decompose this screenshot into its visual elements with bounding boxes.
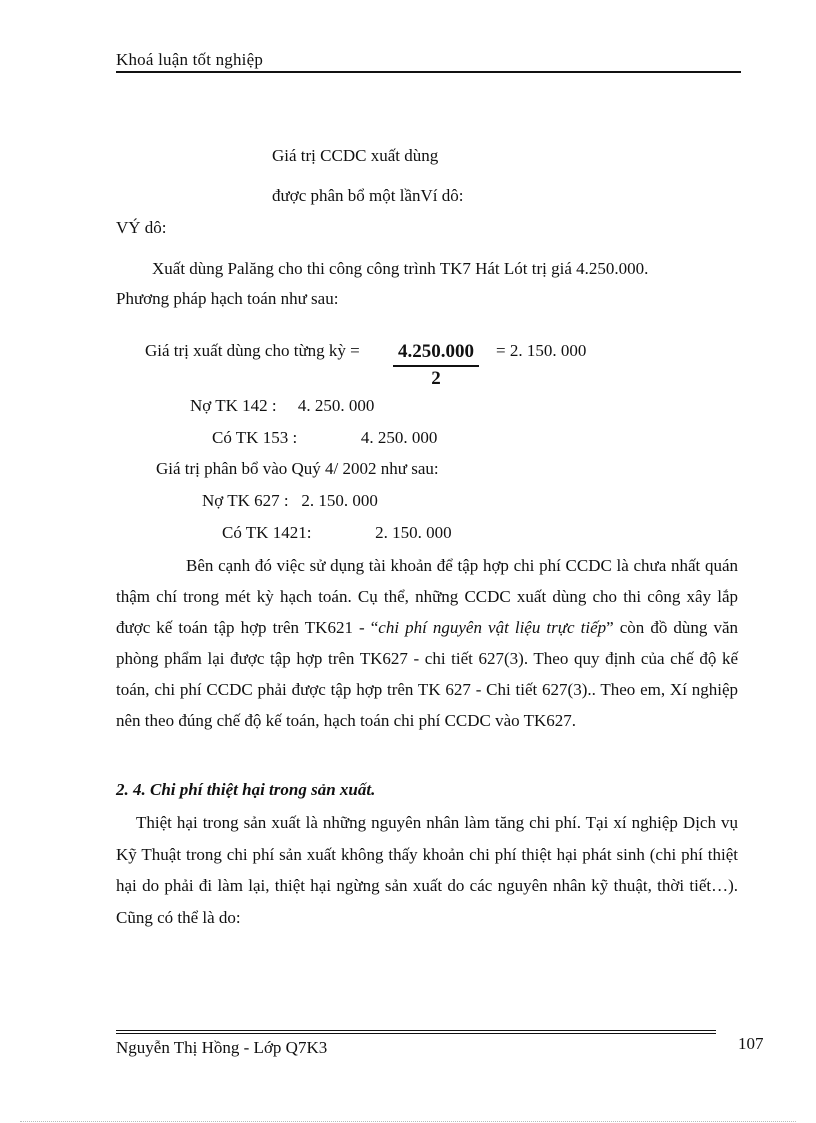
footer-rule-bottom xyxy=(116,1033,716,1034)
fraction-numerator: 4.250.000 xyxy=(393,340,479,367)
example-description-line-1: Xuất dùng Palăng cho thi công công trình TK7 Hát Lót trị giá 4.250.000. xyxy=(152,259,649,278)
footer-author: Nguyễn Thị Hồng - Lớp Q7K3 xyxy=(116,1038,328,1057)
example-label: VÝ dô: xyxy=(116,218,167,237)
ccdc-paragraph-text-a: Bên cạnh đó việc sử dụng tài khoản để tập hợp chi phí CCDC là chưa nhất quán thậm chí trong mét kỳ hạch toán. Cụ thể, những CCDC xuất dùng cho thi công xây lắp được kế toán tập hợp trên TK621 - “ xyxy=(116,556,738,637)
intro-line-2: được phân bổ một lầnVí dô: xyxy=(272,186,464,205)
page-bottom-border xyxy=(20,1121,796,1122)
page-header-title: Khoá luận tốt nghiệp xyxy=(116,50,264,69)
section-heading: 2. 4. Chi phí thiệt hại trong sản xuất. xyxy=(116,780,376,799)
formula-result: = 2. 150. 000 xyxy=(496,341,587,360)
section-paragraph-text: Thiệt hại trong sản xuất là những nguyên nhân làm tăng chi phí. Tại xí nghiệp Dịch vụ Kỹ Thuật trong chi phí sản xuất không thấy khoản chi phí thiệt hại phát sinh (chi phí thiệt hại do phải đi làm lại, thiệt hại ngừng sản xuất do các nguyên nhân kỹ thuật, thời tiết…). Cũng có thể là do: xyxy=(116,813,738,927)
ccdc-paragraph-italic: chi phí nguyên vật liệu trực tiếp xyxy=(378,618,607,637)
allocation-label: Giá trị phân bổ vào Quý 4/ 2002 như sau: xyxy=(156,459,439,478)
debit-entry-1: Nợ TK 142 : 4. 250. 000 xyxy=(190,396,375,415)
formula-fraction xyxy=(393,340,479,391)
example-description-line-2: Phương pháp hạch toán như sau: xyxy=(116,289,339,308)
formula-label: Giá trị xuất dùng cho từng kỳ = xyxy=(145,341,360,360)
section-paragraph xyxy=(116,807,738,933)
header-rule xyxy=(116,71,741,73)
footer-rule-top xyxy=(116,1030,716,1031)
page-number: 107 xyxy=(738,1034,764,1053)
credit-entry-2: Có TK 1421: 2. 150. 000 xyxy=(222,523,452,542)
credit-entry-1: Có TK 153 : 4. 250. 000 xyxy=(212,428,438,447)
ccdc-paragraph-text-b: ” còn đồ dùng văn phòng phẩm lại được tập hợp trên TK627 - chi tiết 627(3). Theo quy định của chế độ kế toán, chi phí CCDC phải được tập hợp trên TK 627 - Chi tiết 627(3).. Theo em, Xí nghiệp nên theo đúng chế độ kế toán, hạch toán chi phí CCDC vào TK627. xyxy=(116,618,738,730)
debit-entry-2: Nợ TK 627 : 2. 150. 000 xyxy=(202,491,378,510)
intro-line-1: Giá trị CCDC xuất dùng xyxy=(272,146,439,165)
fraction-denominator: 2 xyxy=(431,368,441,389)
ccdc-paragraph xyxy=(116,550,738,736)
